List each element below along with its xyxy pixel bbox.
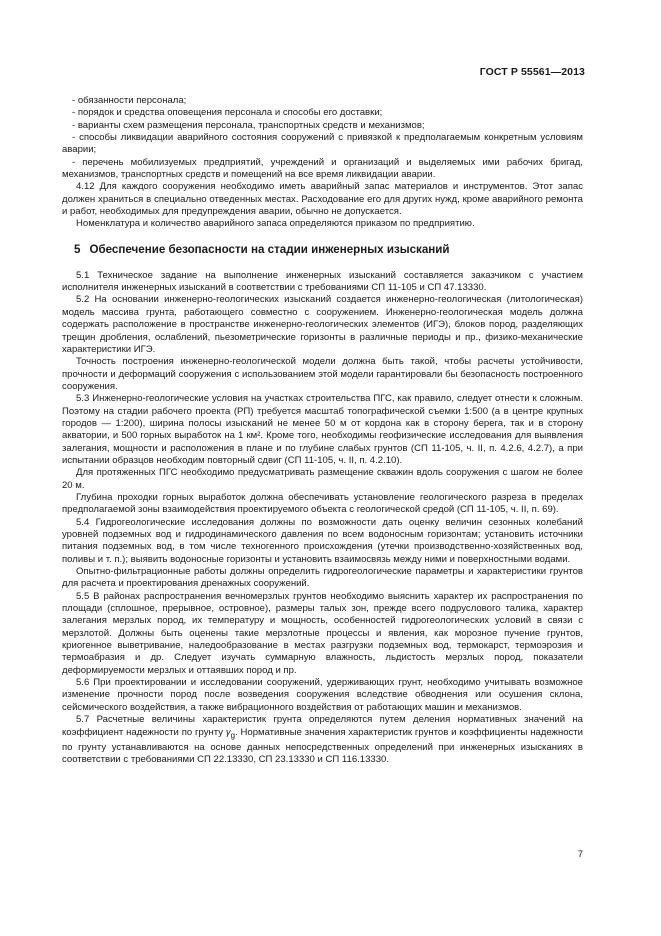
section-number: 5 [74,242,81,256]
page-content [62,95,583,766]
paragraph-nomenclature: Номенклатура и количество аварийного запаса определяются приказом по предприятию. [76,218,475,230]
gamma-subscript: g [230,730,236,740]
paragraph-5-3: 5.3 Инженерно-геологические условия на участках строительства ПГС, как правило, следует отнести к сложным. Поэтому на стадии рабочего проекта (РП) требуется масштаб топографической съемки 1:500 (а в центре крупных городов — 1:200), ширина полосы изысканий не менее 50 м от кордона как в сторону берега, так и в сторону акватории, и 500 горных выработок на 1 км². Кроме того, необходимы геофизические исследования для выявления залегания, мощности и расположения в плане и по глубине слабых грунтов (СП 11-105, ч. II, п. 4.2.6, 4.2.7), а при испытании образцов необходим повторный сдвиг (СП 11-105, ч. II, п. 4.2.10). [62,393,583,466]
gamma-symbol: γ [225,726,231,738]
paragraph-5-7-end: . Нормативные значения характеристик грунтов и коэффициенты надежности по грунту устанавливаются на основе данных непосредственных определений при инженерных изысканиях в соответствии с требованиями СП 22.13330, СП 23.13330 и СП 116.13330. [62,726,583,766]
section-title: Обеспечение безопасности на стадии инженерных изысканий [89,242,450,256]
list-item: - обязанности персонала; [72,95,187,106]
paragraph-4-12: 4.12 Для каждого сооружения необходимо иметь аварийный запас материалов и инструментов. Этот запас должен храниться в специально отведенных местах. Расходование его для других нужд, кроме аварийного ремонта и работ, необходимых для предупреждения аварии, обычно не допускается. [62,181,583,218]
list-item: - порядок и средства оповещения персонала и способы его доставки; [72,107,383,119]
list-item: - перечень мобилизуемых предприятий, учреждений и организаций и выделяемых ими рабочих бригад, механизмов, транспортных средств и помещений на все время ликвидации аварии. [62,156,583,181]
paragraph-depth: Глубина проходки горных выработок должна обеспечивать установление геологического разреза в пределах предполагаемой зоны взаимодействия проектируемого объекта с геологической средой (СП 11-105, ч. II, п. 69). [62,491,583,516]
paragraph-5-2: 5.2 На основании инженерно-геологических изысканий создается инженерно-геологическая (литологическая) модель массива грунта, работающего совместно с сооружением. Инженерно-геологическая модель должна содержать расположение в пространстве инженерно-геологических элементов (ИГЭ), блоков пород, разделяющих трещин дробления, ослаблений, пьезометрические горизонты в различные периоды и пр., физико-механические характеристики ИГЭ. [62,294,583,355]
paragraph-5-7-start: 5.7 Расчетные величины характеристик грунта определяются путем деления нормативных значений на коэффициент надежности по грунту [62,714,583,738]
paragraph-5-5: 5.5 В районах распространения вечномерзлых грунтов необходимо выяснить характер их распространения по площади (сплошное, прерывное, островное), размеры талых зон, прежде всего подруслового талика, характер залегания мерзлых пород, их температуру и мощность, особенностей гидрогеологических условий в связи с мерзлотой. Должны быть оценены такие мерзлотные процессы и явления, как морозное пучение грунтов, криогенное выветривание, наледообразование в местах разгрузки подземных вод, термокарст, термоэрозия и термоабразия и др. Следует изучать суммарную влажность, льдистость мерзлых пород, показатели деформируемости мерзлых и оттаявших пород и пр. [62,590,583,676]
standard-code: ГОСТ Р 55561—2013 [479,66,585,78]
section-heading [74,242,583,257]
paragraph-accuracy: Точность построения инженерно-геологической модели должна быть такой, чтобы расчеты устойчивости, прочности и деформаций сооружения с использованием этой модели гарантировали бы безопасность построенного сооружения. [62,356,583,392]
paragraph-extended: Для протяженных ПГС необходимо предусматривать размещение скважин вдоль сооружения с шагом не более 20 м. [62,467,583,491]
page-number: 7 [577,849,583,860]
paragraph-5-7 [62,714,583,766]
list-item: - варианты схем размещения персонала, транспортных средств и механизмов; [72,119,425,131]
list-item: - способы ликвидации аварийного состояния сооружений с привязкой к предполагаемым конкретным условиям аварии; [62,132,583,156]
paragraph-5-1: 5.1 Техническое задание на выполнение инженерных изысканий составляется заказчиком с участием исполнителя инженерных изысканий в соответствии с требованиями СП 11-105 и СП 47.13330. [62,269,583,294]
paragraph-5-6: 5.6 При проектировании и исследовании сооружений, удерживающих грунт, необходимо учитывать возможное изменение прочности пород после возведения сооружения вследствие обводнения или осушения склона, сейсмического воздействия, а также вибрационного воздействия от работающих машин и механизмов. [62,677,583,713]
paragraph-5-4: 5.4 Гидрогеологические исследования должны по возможности дать оценку величин сезонных колебаний уровней подземных вод и гидродинамического давления по всем водоносным горизонтам; установить источники питания подземных вод, в том числе техногенного происхождения (утечки производственно-хозяйственных вод, поливы и т. п.); выявить водоносные горизонты и установить взаимосвязь между ними и поверхностными водами. [62,516,583,565]
paragraph-filtration: Опытно-фильтрационные работы должны определить гидрогеологические параметры и характеристики грунтов для расчета и проектирования дренажных сооружений. [62,566,583,590]
